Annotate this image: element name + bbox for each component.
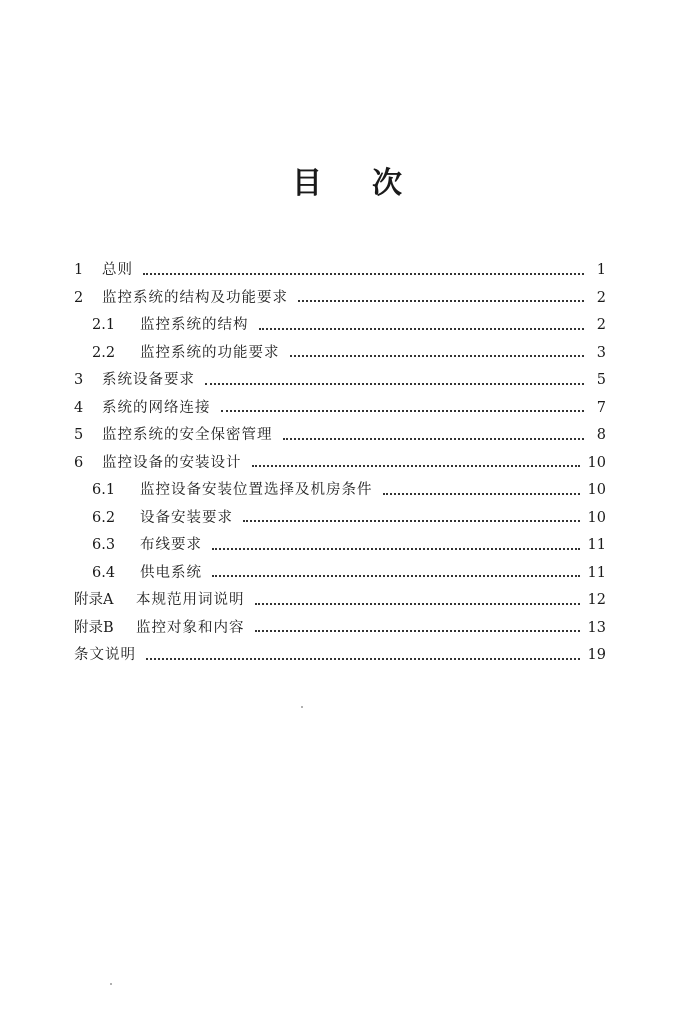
entry-number: 5 [74, 427, 84, 443]
toc-entry-6-2[interactable] [74, 498, 606, 526]
dot-leader [143, 273, 584, 275]
entry-title: 条文说明 [74, 647, 136, 663]
entry-title: 监控系统的结构 [140, 317, 249, 333]
toc-entry-4[interactable] [74, 388, 606, 416]
entry-title: 监控设备安装位置选择及机房条件 [140, 482, 373, 498]
entry-title: 本规范用词说明 [136, 592, 245, 608]
entry-number: 附录B [74, 619, 114, 636]
table-of-contents [74, 250, 606, 663]
dot-leader [243, 520, 580, 522]
entry-page: 11 [587, 564, 606, 581]
toc-entry-appendix-a[interactable] [74, 580, 606, 608]
scan-speck [301, 706, 303, 708]
dot-leader [290, 355, 585, 357]
dot-leader [298, 300, 584, 302]
entry-page: 11 [587, 537, 606, 553]
entry-title: 总则 [102, 262, 133, 278]
dot-leader [205, 383, 584, 385]
entry-number: 1 [74, 262, 84, 278]
toc-entry-1[interactable] [74, 250, 606, 278]
entry-page: 8 [596, 427, 606, 443]
entry-page: 13 [587, 619, 606, 636]
entry-title: 设备安装要求 [140, 509, 233, 526]
entry-page: 3 [596, 344, 606, 361]
entry-number: 6 [74, 454, 84, 471]
title-right-char: 次 [372, 166, 404, 201]
toc-entry-6-3[interactable] [74, 525, 606, 553]
entry-number: 6.4 [92, 564, 116, 581]
entry-number: 2.1 [92, 317, 116, 333]
entry-number: 2 [74, 289, 84, 306]
entry-number: 6.2 [92, 509, 116, 526]
toc-entry-2-1[interactable] [74, 305, 606, 333]
entry-number: 3 [74, 372, 84, 388]
dot-leader [212, 548, 580, 550]
entry-page: 2 [596, 317, 606, 333]
toc-entry-6[interactable] [74, 443, 606, 471]
dot-leader [383, 493, 580, 495]
entry-page: 10 [587, 454, 606, 471]
entry-page: 1 [596, 262, 606, 278]
toc-entry-5[interactable] [74, 415, 606, 443]
toc-entry-6-1[interactable] [74, 470, 606, 498]
entry-title: 监控设备的安装设计 [102, 454, 242, 471]
entry-title: 系统的网络连接 [102, 399, 211, 416]
entry-title: 布线要求 [140, 537, 202, 553]
dot-leader [255, 630, 580, 632]
page-title [0, 158, 696, 202]
entry-page: 2 [596, 289, 606, 306]
dot-leader [255, 603, 580, 605]
toc-entry-2[interactable] [74, 278, 606, 306]
toc-entry-explanation[interactable] [74, 635, 606, 663]
title-left-char: 目 [292, 166, 324, 201]
entry-number: 附录A [74, 592, 114, 608]
toc-entry-appendix-b[interactable] [74, 608, 606, 636]
entry-page: 12 [587, 592, 606, 608]
dot-leader [221, 410, 585, 412]
entry-page: 7 [596, 399, 606, 416]
entry-number: 6.1 [92, 482, 116, 498]
entry-page: 5 [596, 372, 606, 388]
dot-leader [146, 658, 580, 660]
toc-entry-6-4[interactable] [74, 553, 606, 581]
entry-page: 19 [587, 647, 606, 663]
entry-page: 10 [587, 482, 606, 498]
entry-number: 4 [74, 399, 84, 416]
scan-speck [110, 983, 112, 985]
entry-title: 系统设备要求 [102, 372, 195, 388]
dot-leader [259, 328, 585, 330]
entry-title: 监控系统的结构及功能要求 [102, 289, 288, 306]
dot-leader [252, 465, 580, 467]
toc-entry-3[interactable] [74, 360, 606, 388]
dot-leader [283, 438, 585, 440]
toc-entry-2-2[interactable] [74, 333, 606, 361]
entry-number: 6.3 [92, 537, 116, 553]
entry-title: 供电系统 [140, 564, 202, 581]
entry-number: 2.2 [92, 344, 116, 361]
dot-leader [212, 575, 580, 577]
entry-title: 监控系统的功能要求 [140, 344, 280, 361]
entry-page: 10 [587, 509, 606, 526]
entry-title: 监控系统的安全保密管理 [102, 427, 273, 443]
entry-title: 监控对象和内容 [136, 619, 245, 636]
